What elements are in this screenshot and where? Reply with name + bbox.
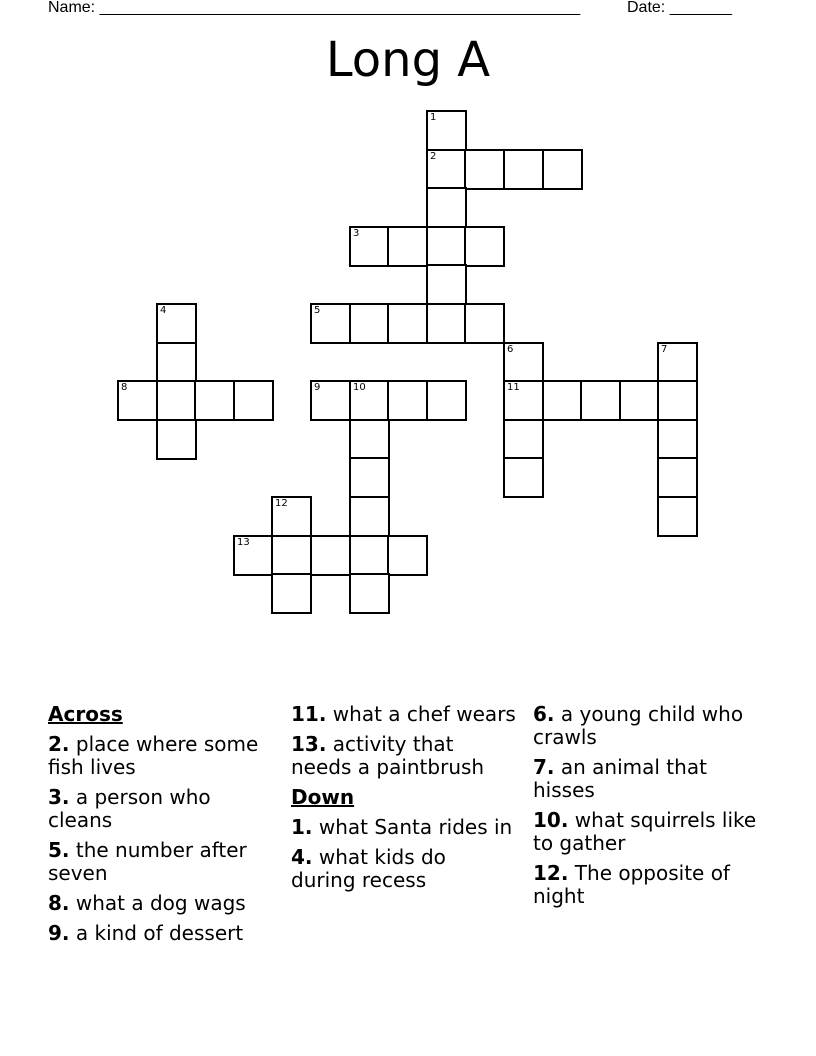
grid-cell[interactable] xyxy=(542,149,583,190)
clue-number: 11 xyxy=(507,382,520,393)
clue-across-5: 5. the number after seven xyxy=(48,838,247,885)
grid-cell[interactable] xyxy=(426,149,467,190)
grid-cell[interactable] xyxy=(426,187,467,228)
clue-number: 6 xyxy=(507,344,514,355)
clue-across-11: 11. what a chef wears xyxy=(291,702,516,726)
grid-cell[interactable] xyxy=(657,342,698,383)
date-field: Date: _______ xyxy=(627,0,732,16)
grid-cell[interactable] xyxy=(310,303,351,344)
grid-cell[interactable] xyxy=(387,535,428,576)
clue-down-4: 4. what kids do during recess xyxy=(291,845,446,892)
grid-cell[interactable] xyxy=(503,457,544,498)
grid-cell[interactable] xyxy=(349,535,390,576)
grid-cell[interactable] xyxy=(657,496,698,537)
clue-across-2: 2. place where some fish lives xyxy=(48,732,259,779)
grid-cell[interactable] xyxy=(349,573,390,614)
clue-across-3: 3. a person who cleans xyxy=(48,785,211,832)
grid-cell[interactable] xyxy=(464,303,505,344)
clue-number: 4 xyxy=(160,305,167,316)
grid-cell[interactable] xyxy=(387,380,428,421)
grid-cell[interactable] xyxy=(426,110,467,151)
clue-number: 13 xyxy=(237,537,250,548)
clue-number: 10 xyxy=(353,382,366,393)
grid-cell[interactable] xyxy=(503,380,544,421)
clue-number: 2 xyxy=(430,151,437,162)
grid-cell[interactable] xyxy=(349,380,390,421)
clue-column-1 xyxy=(48,703,268,952)
grid-cell[interactable] xyxy=(426,226,467,267)
clue-number: 8 xyxy=(121,382,128,393)
page-title: Long A xyxy=(325,32,491,88)
grid-cell[interactable] xyxy=(310,380,351,421)
clue-number: 7 xyxy=(661,344,668,355)
clue-number: 9 xyxy=(314,382,321,393)
clue-across-9: 9. a kind of dessert xyxy=(48,921,244,945)
grid-cell[interactable] xyxy=(503,342,544,383)
down-heading: Down xyxy=(291,785,355,809)
grid-cell[interactable] xyxy=(117,380,158,421)
clue-number: 5 xyxy=(314,305,321,316)
clue-down-10: 10. what squirrels like to gather xyxy=(533,808,757,855)
across-heading: Across xyxy=(48,702,123,726)
grid-cell[interactable] xyxy=(310,535,351,576)
grid-cell[interactable] xyxy=(271,573,312,614)
grid-cell[interactable] xyxy=(657,380,698,421)
grid-cell[interactable] xyxy=(156,303,197,344)
grid-cell[interactable] xyxy=(657,457,698,498)
clue-number: 12 xyxy=(275,498,288,509)
name-field: Name: ______________________________________________________ xyxy=(48,0,581,16)
grid-cell[interactable] xyxy=(503,419,544,460)
grid-cell[interactable] xyxy=(542,380,583,421)
clue-down-6: 6. a young child who crawls xyxy=(533,702,744,749)
grid-cell[interactable] xyxy=(464,226,505,267)
grid-cell[interactable] xyxy=(387,303,428,344)
grid-cell[interactable] xyxy=(464,149,505,190)
clue-column-3 xyxy=(533,703,773,915)
grid-cell[interactable] xyxy=(194,380,235,421)
grid-cell[interactable] xyxy=(426,303,467,344)
grid-cell[interactable] xyxy=(349,226,390,267)
grid-cell[interactable] xyxy=(349,419,390,460)
grid-cell[interactable] xyxy=(271,496,312,537)
clue-down-7: 7. an animal that hisses xyxy=(533,755,707,802)
grid-cell[interactable] xyxy=(233,380,274,421)
grid-cell[interactable] xyxy=(580,380,621,421)
clue-down-12: 12. The opposite of night xyxy=(533,861,730,908)
grid-cell[interactable] xyxy=(156,380,197,421)
grid-cell[interactable] xyxy=(349,457,390,498)
grid-cell[interactable] xyxy=(349,303,390,344)
grid-cell[interactable] xyxy=(426,380,467,421)
clue-column-2 xyxy=(291,703,516,899)
clue-down-1: 1. what Santa rides in xyxy=(291,815,513,839)
grid-cell[interactable] xyxy=(233,535,274,576)
grid-cell[interactable] xyxy=(387,226,428,267)
clue-across-13: 13. activity that needs a paintbrush xyxy=(291,732,485,779)
grid-cell[interactable] xyxy=(503,149,544,190)
grid-cell[interactable] xyxy=(657,419,698,460)
grid-cell[interactable] xyxy=(426,264,467,305)
grid-cell[interactable] xyxy=(619,380,660,421)
clue-number: 1 xyxy=(430,112,437,123)
grid-cell[interactable] xyxy=(349,496,390,537)
clue-across-8: 8. what a dog wags xyxy=(48,891,246,915)
grid-cell[interactable] xyxy=(156,342,197,383)
clue-number: 3 xyxy=(353,228,360,239)
grid-cell[interactable] xyxy=(156,419,197,460)
grid-cell[interactable] xyxy=(271,535,312,576)
